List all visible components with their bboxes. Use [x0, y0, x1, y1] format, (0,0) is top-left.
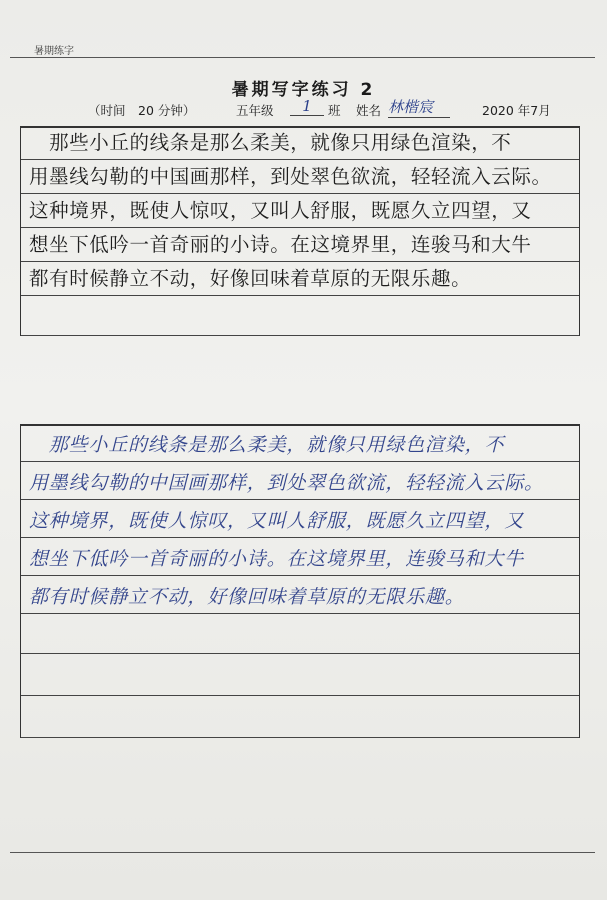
handwritten-line: 用墨线勾勒的中国画那样，到处翠色欲流，轻轻流入云际。 — [29, 472, 544, 494]
model-line: 都有时候静立不动，好像回味着草原的无限乐趣。 — [29, 267, 472, 290]
name-value: 林楷宸 — [388, 96, 450, 118]
handwritten-line: 都有时候静立不动，好像回味着草原的无限乐趣。 — [29, 586, 465, 608]
handwritten-line: 这种境界，既使人惊叹，又叫人舒服，既愿久立四望，又 — [29, 510, 525, 532]
grid-row — [21, 194, 579, 228]
name-label: 姓名 — [356, 103, 382, 118]
model-line: 用墨线勾勒的中国画那样，到处翠色欲流，轻轻流入云际。 — [29, 165, 552, 188]
grid-row — [21, 262, 579, 296]
grid-row — [21, 462, 579, 500]
grid-row — [21, 296, 579, 336]
grid-row — [21, 696, 579, 738]
header-label: 暑期练字 — [34, 46, 74, 57]
grid-row — [21, 538, 579, 576]
model-line: 想坐下低吟一首奇丽的小诗。在这境界里，连骏马和大牛 — [29, 233, 532, 256]
grid-row — [21, 576, 579, 614]
model-line: 这种境界，既使人惊叹，又叫人舒服，既愿久立四望，又 — [29, 199, 532, 222]
grid-row — [21, 228, 579, 262]
class-value: 1 — [290, 97, 324, 116]
grid-row — [21, 614, 579, 654]
handwritten-line: 想坐下低吟一首奇丽的小诗。在这境界里，连骏马和大牛 — [29, 548, 525, 570]
grid-row — [21, 424, 579, 462]
page-title: 暑期写字练习 2 — [231, 80, 376, 100]
grid-row — [21, 160, 579, 194]
grid-row — [21, 654, 579, 696]
class-label: 班 — [328, 103, 341, 118]
model-text-grid — [20, 126, 580, 336]
date-info: 2020 年7月 — [482, 103, 551, 118]
model-line: 那些小丘的线条是那么柔美，就像只用绿色渲染，不 — [29, 131, 512, 154]
practice-grid — [20, 424, 580, 738]
grid-row — [21, 126, 579, 160]
handwritten-line: 那些小丘的线条是那么柔美，就像只用绿色渲染，不 — [29, 434, 505, 456]
grid-row — [21, 500, 579, 538]
header-divider — [10, 57, 595, 58]
grade-label: 五年级 — [236, 103, 274, 118]
time-info: （时间 20 分钟） — [88, 103, 196, 118]
footer-divider — [10, 852, 595, 853]
